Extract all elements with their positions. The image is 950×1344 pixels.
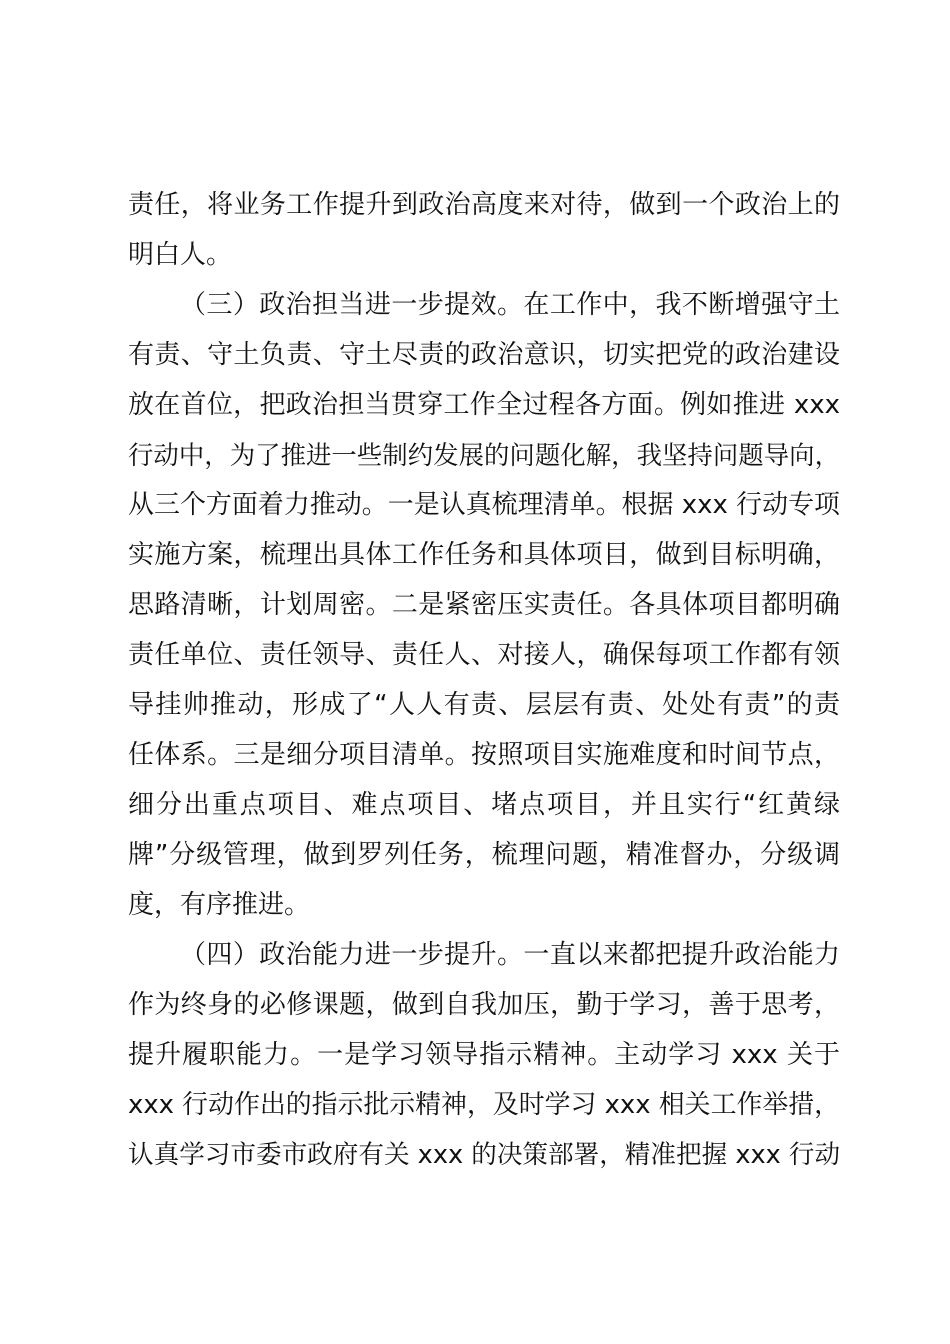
text-line: 认真学习市委市政府有关 xxx 的决策部署，精准把握 xxx 行动 <box>128 1140 841 1170</box>
text-line: 思路清晰，计划周密。二是紧密压实责任。各具体项目都明确 <box>128 590 840 620</box>
paragraph-continued <box>128 180 840 280</box>
paragraph-section-3 <box>128 280 840 930</box>
text-line: 有责、守土负责、守土尽责的政治意识，切实把党的政治建设 <box>128 340 840 370</box>
text-line: （三）政治担当进一步提效。在工作中，我不断增强守土 <box>180 290 840 320</box>
text-line: 责任单位、责任领导、责任人、对接人，确保每项工作都有领 <box>128 640 840 670</box>
text-line: 牌”分级管理，做到罗列任务，梳理问题，精准督办，分级调 <box>128 840 840 870</box>
text-line: 实施方案，梳理出具体工作任务和具体项目，做到目标明确， <box>128 540 840 570</box>
text-line: 作为终身的必修课题，做到自我加压，勤于学习，善于思考， <box>128 990 840 1020</box>
document-body <box>128 180 840 1180</box>
text-line: 任体系。三是细分项目清单。按照项目实施难度和时间节点， <box>128 740 840 770</box>
text-line: 行动中，为了推进一些制约发展的问题化解，我坚持问题导向， <box>128 440 840 470</box>
text-line: 放在首位，把政治担当贯穿工作全过程各方面。例如推进 xxx <box>128 390 840 420</box>
text-line: 提升履职能力。一是学习领导指示精神。主动学习 xxx 关于 <box>128 1040 840 1070</box>
text-line: 明白人。 <box>128 240 233 270</box>
text-line: 细分出重点项目、难点项目、堵点项目，并且实行“红黄绿 <box>128 790 840 820</box>
text-line: （四）政治能力进一步提升。一直以来都把提升政治能力 <box>180 940 840 970</box>
text-line: xxx 行动作出的指示批示精神，及时学习 xxx 相关工作举措， <box>128 1090 840 1120</box>
paragraph-section-4 <box>128 930 840 1180</box>
text-line: 责任，将业务工作提升到政治高度来对待，做到一个政治上的 <box>128 190 840 220</box>
text-line: 从三个方面着力推动。一是认真梳理清单。根据 xxx 行动专项 <box>128 490 840 520</box>
text-line: 导挂帅推动，形成了“人人有责、层层有责、处处有责”的责 <box>128 690 840 720</box>
text-line: 度，有序推进。 <box>128 890 311 920</box>
